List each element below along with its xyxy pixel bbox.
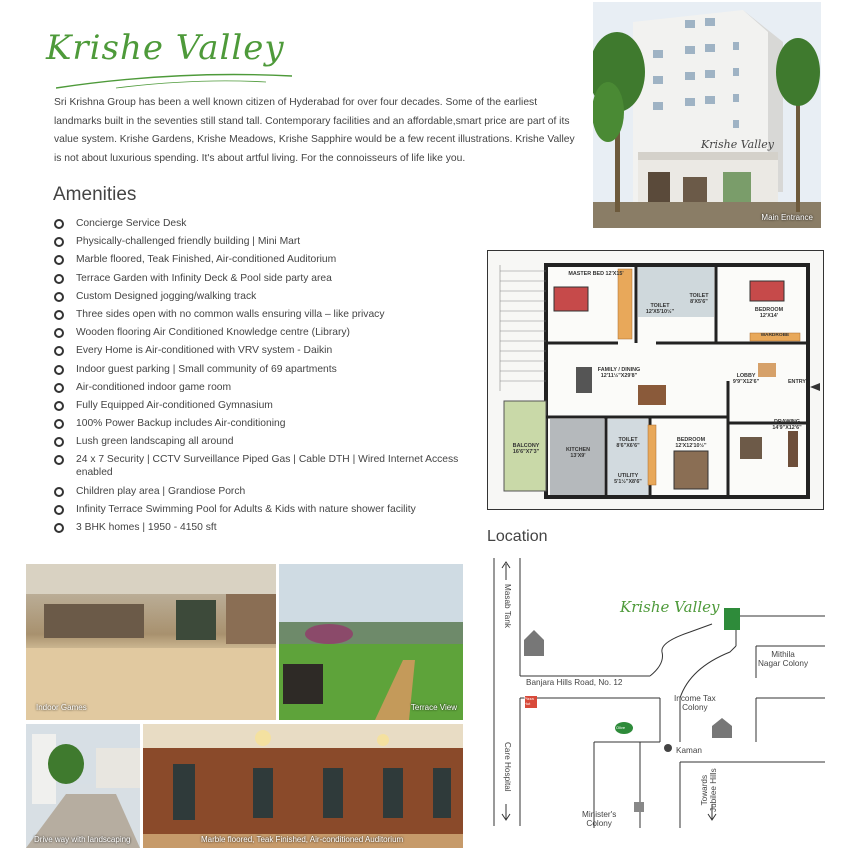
label-care-hospital: Care Hospital (503, 742, 512, 792)
caption-driveway: Drive way with landscaping (34, 835, 131, 844)
room-bedroom-2: BEDROOM 12'X12'10½" (675, 437, 707, 449)
wardrobe-label: WARDROBE (760, 333, 790, 338)
bullet-icon (54, 437, 64, 447)
label-mithila: Mithila Nagar Colony (758, 650, 809, 668)
building-photo (593, 2, 821, 228)
amenity-item (54, 485, 464, 498)
amenities-list (54, 217, 464, 539)
room-lobby: LOBBY 9'9"X12'6" (732, 373, 760, 385)
bullet-icon (54, 365, 64, 375)
amenity-text: Every Home is Air-conditioned with VRV system - Daikin (76, 345, 333, 357)
photo-terrace-view (279, 564, 463, 720)
amenity-item (54, 326, 464, 339)
amenity-item (54, 363, 464, 376)
bullet-icon (54, 505, 64, 515)
label-masab-tank: Masab Tank (503, 584, 512, 628)
olive-icon: Olive (616, 725, 626, 730)
room-bedroom-1: BEDROOM 12'X14' (754, 307, 784, 319)
intro-paragraph: Sri Krishna Group has been a well known citizen of Hyderabad for over four decades. Some of the earliest landmarks built in the seventies still stand tall. Contemporary facilities and an affordable,smart price are part of its value system. Krishe Gardens, Krishe Meadows, Krishe Sapphire would be a few recent illustrations. Krishe Valley is not about luxurious spending. It's about artful living. For the connoisseurs of life like you. (54, 97, 575, 164)
amenity-text: Lush green landscaping all around (76, 436, 234, 448)
room-utility: UTILITY 5'1½"X8'6" (614, 473, 642, 485)
bullet-icon (54, 383, 64, 393)
label-income-tax: Income Tax Colony (674, 694, 716, 712)
amenity-text: Air-conditioned indoor game room (76, 381, 232, 393)
bullet-icon (54, 292, 64, 302)
caption-terrace-view: Terrace View (410, 703, 457, 712)
pizza-hut-icon: Pizza Hut (524, 696, 534, 706)
amenity-item (54, 417, 464, 430)
amenity-item (54, 399, 464, 412)
label-ministers-colony: Minister's Colony (582, 810, 617, 828)
location-title: Location (487, 528, 548, 545)
caption-indoor-games: Indoor Games (36, 703, 87, 712)
amenity-text: Concierge Service Desk (76, 218, 187, 229)
amenities-title: Amenities (53, 184, 137, 205)
amenity-item (54, 290, 464, 303)
amenity-text: 24 x 7 Security | CCTV Surveillance Piped Gas | Cable DTH | Wired Internet Access enabled (76, 454, 459, 479)
amenity-text: 100% Power Backup includes Air-conditioning (76, 418, 286, 430)
bullet-icon (54, 255, 64, 265)
bullet-icon (54, 346, 64, 356)
amenity-text: Infinity Terrace Swimming Pool for Adults & Kids with nature shower facility (76, 503, 416, 515)
amenity-text: Indoor guest parking | Small community of 69 apartments (76, 363, 337, 375)
amenity-text: Marble floored, Teak Finished, Air-conditioned Auditorium (76, 254, 337, 266)
room-toilet-3: TOILET 8'6"X6'6" (616, 437, 640, 449)
room-toilet-2: TOILET 8'X5'6" (689, 293, 709, 305)
caption-auditorium: Marble floored, Teak Finished, Air-conditioned Auditorium (201, 835, 404, 844)
bullet-icon (54, 274, 64, 284)
amenity-text: Three sides open with no common walls ensuring villa – like privacy (76, 308, 385, 320)
logo-text: Krishe Valley (46, 28, 285, 68)
room-entry: ENTRY (787, 379, 807, 385)
photo-indoor-games (26, 564, 276, 720)
label-towards-jubilee: Towards Jubilee Hills (700, 768, 718, 812)
building-caption: Main Entrance (761, 213, 813, 222)
amenity-text: Fully Equipped Air-conditioned Gymnasium (76, 399, 273, 411)
amenity-item (54, 344, 464, 357)
amenity-item (54, 217, 464, 230)
bullet-icon (54, 487, 64, 497)
room-drawing: DRAWING 14'9"X12'6" (772, 419, 802, 431)
photo-driveway (26, 724, 140, 848)
bullet-icon (54, 328, 64, 338)
room-family-dining: FAMILY / DINING 12'11½"X29'8" (597, 367, 641, 379)
amenity-text: 3 BHK homes | 1950 - 4150 sft (76, 522, 217, 533)
amenity-item (54, 381, 464, 394)
floor-plan (487, 250, 824, 510)
amenity-item (54, 453, 464, 479)
amenity-text: Wooden flooring Air Conditioned Knowledge centre (Library) (76, 327, 350, 339)
bullet-icon (54, 310, 64, 320)
bullet-icon (54, 401, 64, 411)
photo-auditorium (143, 724, 463, 848)
room-kitchen: KITCHEN 13'X9' (566, 447, 590, 459)
amenity-item (54, 308, 464, 321)
bullet-icon (54, 237, 64, 247)
amenity-item (54, 435, 464, 448)
brand-logo (46, 20, 296, 90)
bullet-icon (54, 455, 64, 465)
label-banjara-road: Banjara Hills Road, No. 12 (526, 678, 623, 687)
amenity-text: Children play area | Grandiose Porch (76, 485, 246, 497)
bullet-icon (54, 219, 64, 229)
bullet-icon (54, 523, 64, 533)
label-kaman: Kaman (676, 746, 702, 755)
room-master-bed: MASTER BED 12'X15' (568, 271, 624, 277)
location-map (490, 556, 825, 834)
room-balcony: BALCONY 16'6"X7'3" (512, 443, 540, 455)
amenity-item (54, 503, 464, 516)
map-logo: Krishe Valley (620, 598, 720, 616)
amenity-text: Physically-challenged friendly building | Mini Mart (76, 236, 301, 248)
bullet-icon (54, 419, 64, 429)
floor-plan-drawing (488, 251, 823, 509)
room-toilet-1: TOILET 12'X5'10½" (645, 303, 675, 315)
amenity-item (54, 253, 464, 266)
amenity-item (54, 272, 464, 285)
building-sign: Krishe Valley (701, 138, 774, 151)
amenity-item (54, 521, 464, 534)
amenity-text: Terrace Garden with Infinity Deck & Pool side party area (76, 272, 332, 284)
amenity-item (54, 235, 464, 248)
logo-swoosh (56, 64, 296, 94)
amenity-text: Custom Designed jogging/walking track (76, 290, 257, 302)
